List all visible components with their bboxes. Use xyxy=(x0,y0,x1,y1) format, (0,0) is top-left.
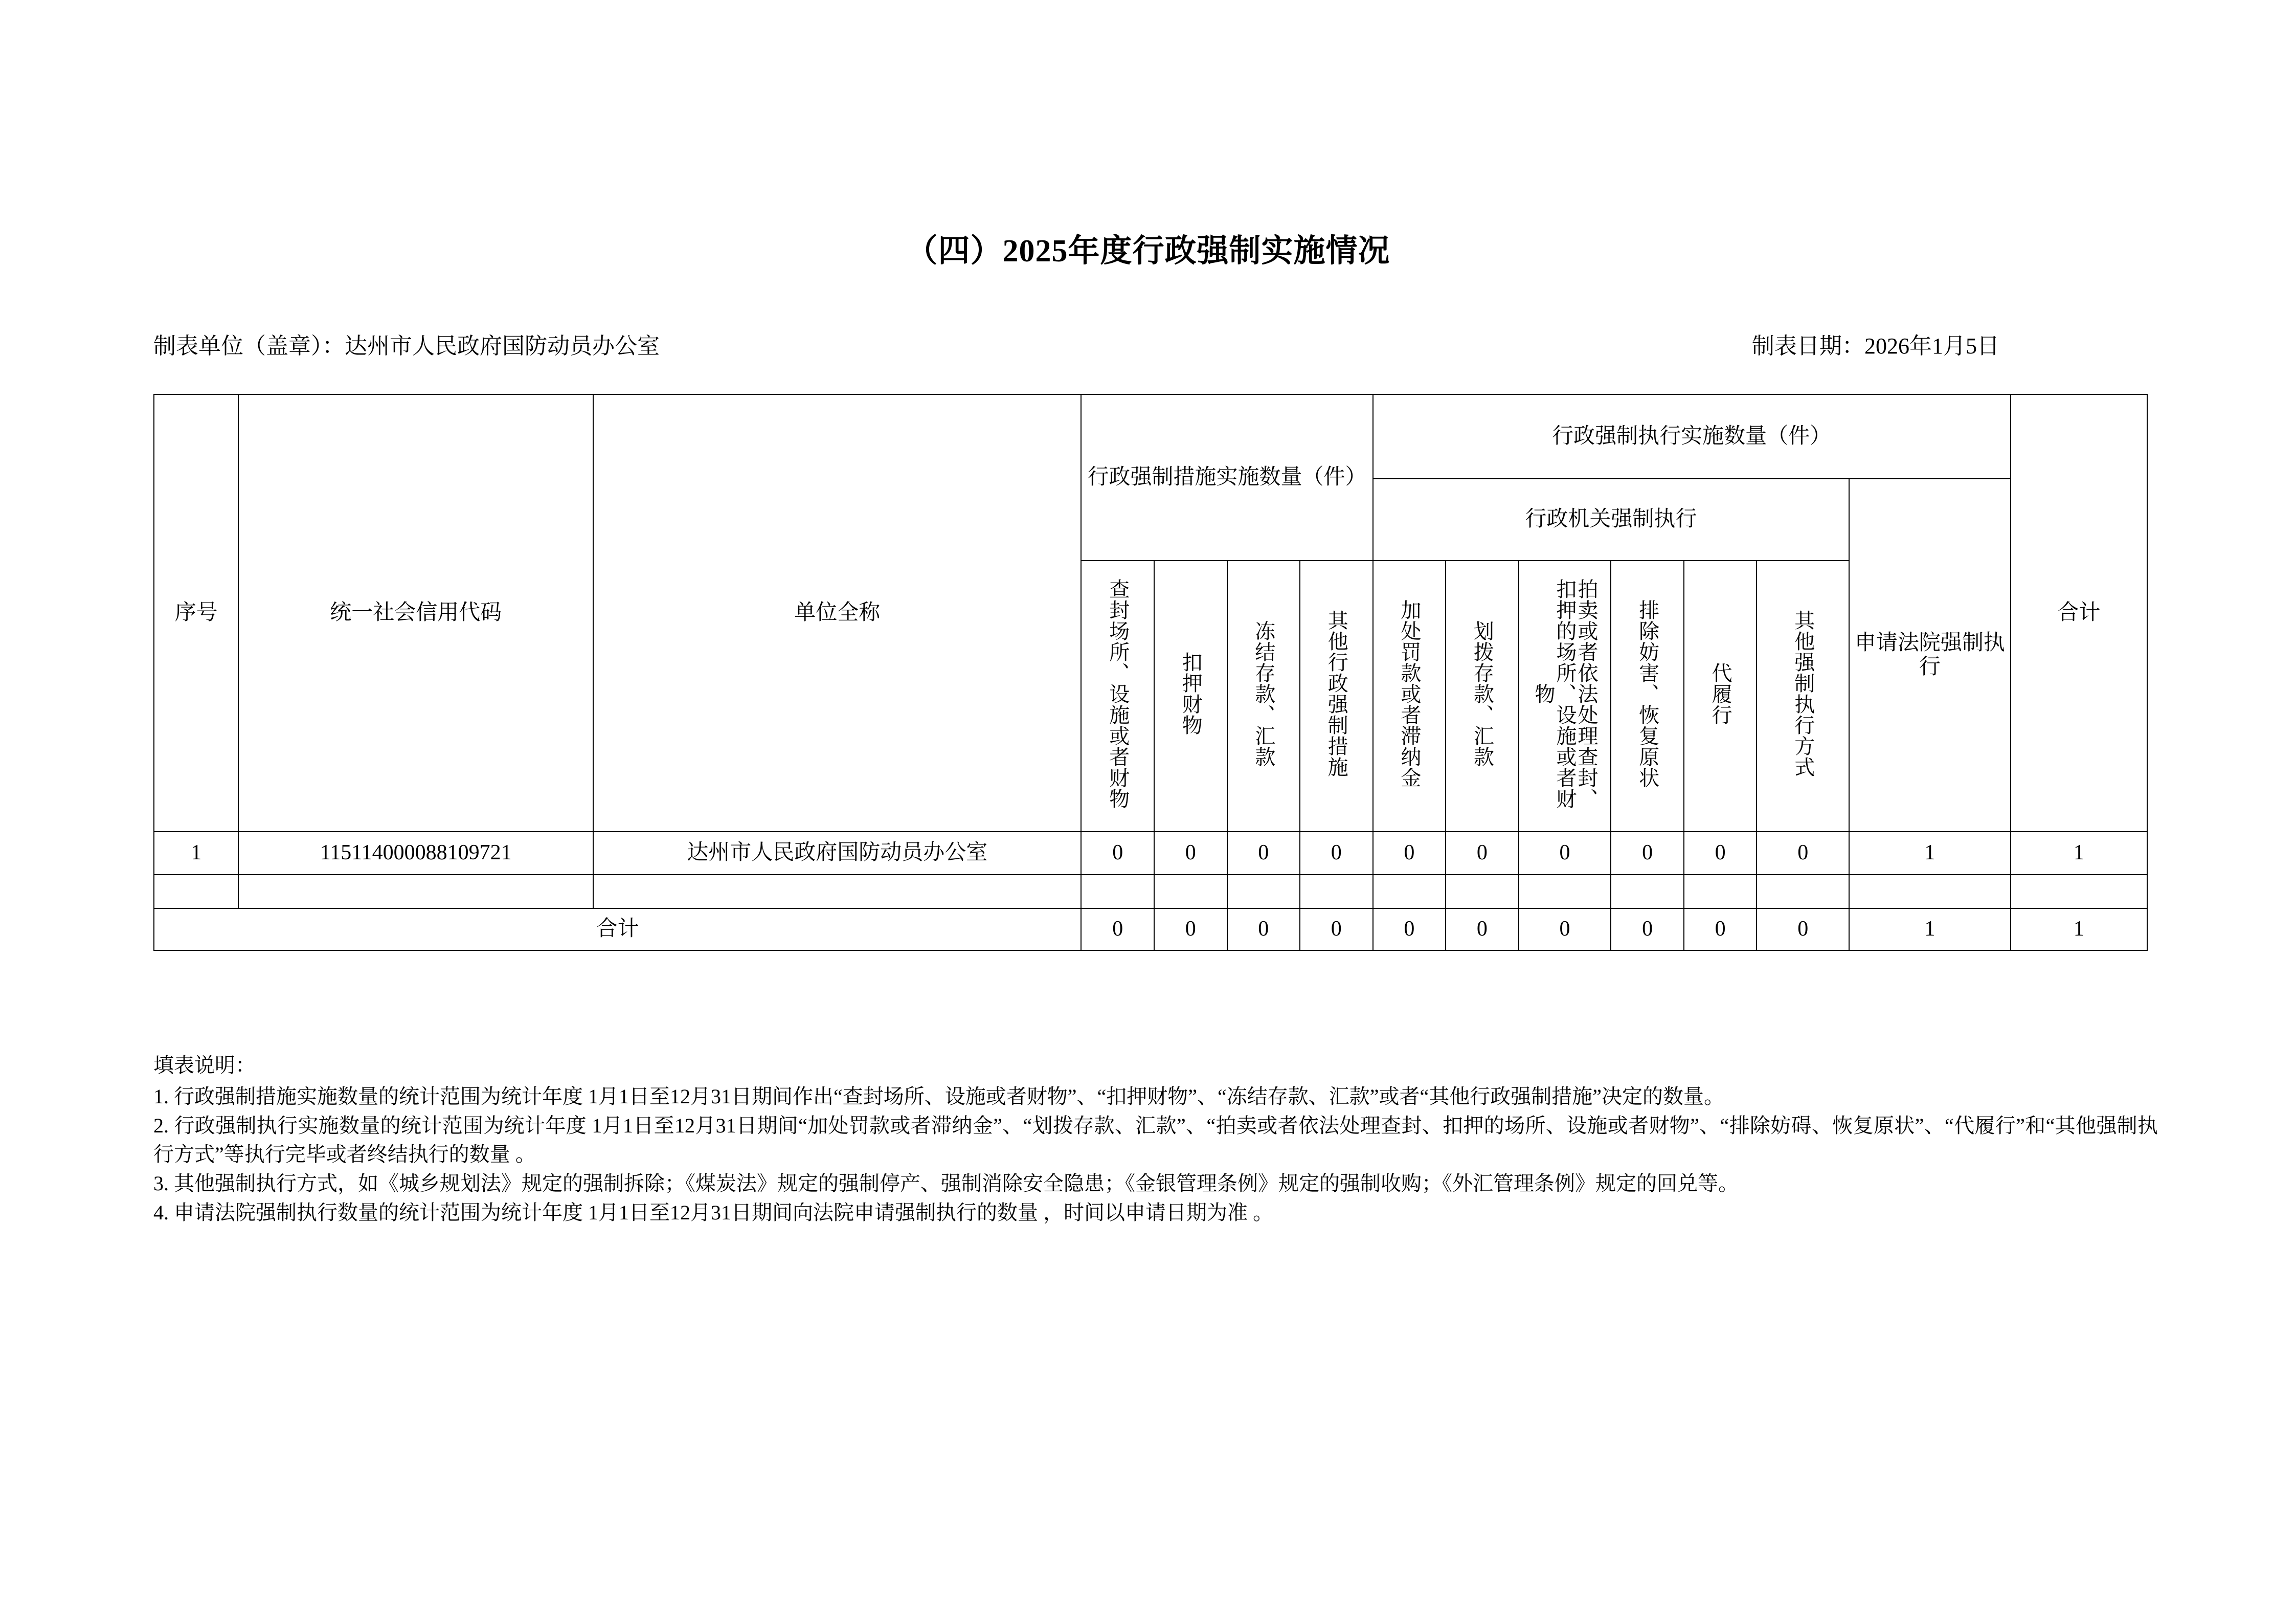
header-col-kouya-label: 扣押财物 xyxy=(1179,652,1203,736)
header-col-paimai xyxy=(1519,561,1611,832)
table-row-empty xyxy=(154,875,2147,908)
table-total-row xyxy=(154,908,2147,950)
cell-value: 0 xyxy=(1446,832,1519,875)
cell-seq: 1 xyxy=(154,832,238,875)
cell-value xyxy=(1519,875,1611,908)
table-row xyxy=(154,832,2147,875)
cell-value: 0 xyxy=(1519,832,1611,875)
total-value: 0 xyxy=(1081,908,1154,950)
total-value: 0 xyxy=(1227,908,1300,950)
header-col-huabo xyxy=(1446,561,1519,832)
cell-value: 0 xyxy=(1227,832,1300,875)
header-col-dailvxing-label: 代履行 xyxy=(1709,662,1732,725)
cell-value xyxy=(1154,875,1227,908)
header-col-dongjie-label: 冻结存款、汇款 xyxy=(1252,620,1275,767)
total-value: 0 xyxy=(1519,908,1611,950)
notes-title: 填表说明： xyxy=(153,1054,256,1077)
cell-value: 0 xyxy=(1081,832,1154,875)
note-item-1: 1. 行政强制措施实施数量的统计范围为统计年度 1月1日至12月31日期间作出“查封场所、设施或者财物”、“扣押财物”、“冻结存款、汇款”或者“其他行政强制措施”决定的数量。 xyxy=(153,1084,1725,1108)
cell-value xyxy=(1849,875,2011,908)
cell-value xyxy=(2011,875,2147,908)
cell-value xyxy=(1757,875,1849,908)
cell-value xyxy=(1227,875,1300,908)
header-credit-code: 统一社会信用代码 xyxy=(238,394,593,832)
header-enforcement-group: 行政强制执行实施数量（件） xyxy=(1373,394,2011,479)
cell-value xyxy=(1081,875,1154,908)
header-agency-enforcement-group: 行政机关强制执行 xyxy=(1373,479,1850,561)
header-col-paichufanghai xyxy=(1611,561,1684,832)
cell-value xyxy=(1446,875,1519,908)
total-value: 0 xyxy=(1611,908,1684,950)
header-col-kouya xyxy=(1154,561,1227,832)
note-item-2: 2. 行政强制执行实施数量的统计范围为统计年度 1月1日至12月31日期间“加处罚款或者滞纳金”、“划拨存款、汇款”、“拍卖或者依法处理查封、扣押的场所、设施或者财物”、“排除妨碍、恢复原状”、“代履行”和“其他强制执行方式”等执行完毕或者终结执行的数量 。 xyxy=(153,1114,2158,1166)
header-col-qitacuoshi xyxy=(1300,561,1373,832)
header-col-jiachufakuan-label: 加处罚款或者滞纳金 xyxy=(1398,599,1421,788)
total-value: 0 xyxy=(1446,908,1519,950)
cell-value xyxy=(1373,875,1446,908)
total-value: 1 xyxy=(1849,908,2011,950)
header-unit-name: 单位全称 xyxy=(593,394,1081,832)
cell-value xyxy=(1611,875,1684,908)
header-measures-group: 行政强制措施实施数量（件） xyxy=(1081,394,1372,561)
header-row-groups xyxy=(154,394,2147,479)
prepared-by-label: 制表单位（盖章）：达州市人民政府国防动员办公室 xyxy=(153,333,660,359)
administrative-enforcement-table xyxy=(153,394,2148,951)
total-value: 0 xyxy=(1154,908,1227,950)
header-col-chafeng xyxy=(1081,561,1154,832)
header-col-dailvxing xyxy=(1684,561,1757,832)
total-value: 0 xyxy=(1300,908,1373,950)
note-item-4: 4. 申请法院强制执行数量的统计范围为统计年度 1月1日至12月31日期间向法院申请强制执行的数量 ，时间以申请日期为准 。 xyxy=(153,1200,1273,1224)
cell-value: 1 xyxy=(1849,832,2011,875)
cell-value: 0 xyxy=(1611,832,1684,875)
cell-value xyxy=(1300,875,1373,908)
note-item-3: 3. 其他强制执行方式，如《城乡规划法》规定的强制拆除；《煤炭法》规定的强制停产、强制消除安全隐患；《金银管理条例》规定的强制收购；《外汇管理条例》规定的回兑等。 xyxy=(153,1172,1739,1195)
header-col-dongjie xyxy=(1227,561,1300,832)
total-value: 0 xyxy=(1373,908,1446,950)
cell-value xyxy=(1684,875,1757,908)
prepared-date-label: 制表日期：2026年1月5日 xyxy=(1752,333,1999,359)
header-court-application: 申请法院强制执行 xyxy=(1849,479,2011,832)
cell-credit-code xyxy=(238,875,593,908)
cell-value: 0 xyxy=(1757,832,1849,875)
header-col-qitacuoshi-label: 其他行政强制措施 xyxy=(1325,610,1348,778)
cell-value: 0 xyxy=(1154,832,1227,875)
total-value: 1 xyxy=(2011,908,2147,950)
cell-value: 0 xyxy=(1300,832,1373,875)
header-col-huabo-label: 划拨存款、汇款 xyxy=(1471,620,1494,767)
cell-seq xyxy=(154,875,238,908)
cell-unit-name: 达州市人民政府国防动员办公室 xyxy=(593,832,1081,875)
cell-unit-name xyxy=(593,875,1081,908)
cell-credit-code: 115114000088109721 xyxy=(238,832,593,875)
cell-value: 0 xyxy=(1684,832,1757,875)
total-value: 0 xyxy=(1684,908,1757,950)
page-title: （四）2025年度行政强制实施情况 xyxy=(906,234,1390,269)
header-col-jiachufakuan xyxy=(1373,561,1446,832)
header-col-paichufanghai-label: 排除妨害、恢复原状 xyxy=(1636,599,1659,788)
header-col-qitazhixing xyxy=(1757,561,1849,832)
header-col-chafeng-label: 查封场所、设施或者财物 xyxy=(1106,578,1130,809)
total-row-label: 合计 xyxy=(154,908,1081,950)
header-col-paimai-label: 拍卖或者依法处理查封、扣押的场所、设施或者财物 xyxy=(1532,578,1598,809)
notes-section xyxy=(153,1051,2158,1228)
cell-value: 1 xyxy=(2011,832,2147,875)
header-total: 合计 xyxy=(2011,394,2147,832)
document-meta xyxy=(153,327,2143,358)
total-value: 0 xyxy=(1757,908,1849,950)
cell-value: 0 xyxy=(1373,832,1446,875)
header-seq: 序号 xyxy=(154,394,238,832)
header-col-qitazhixing-label: 其他强制执行方式 xyxy=(1791,610,1815,778)
